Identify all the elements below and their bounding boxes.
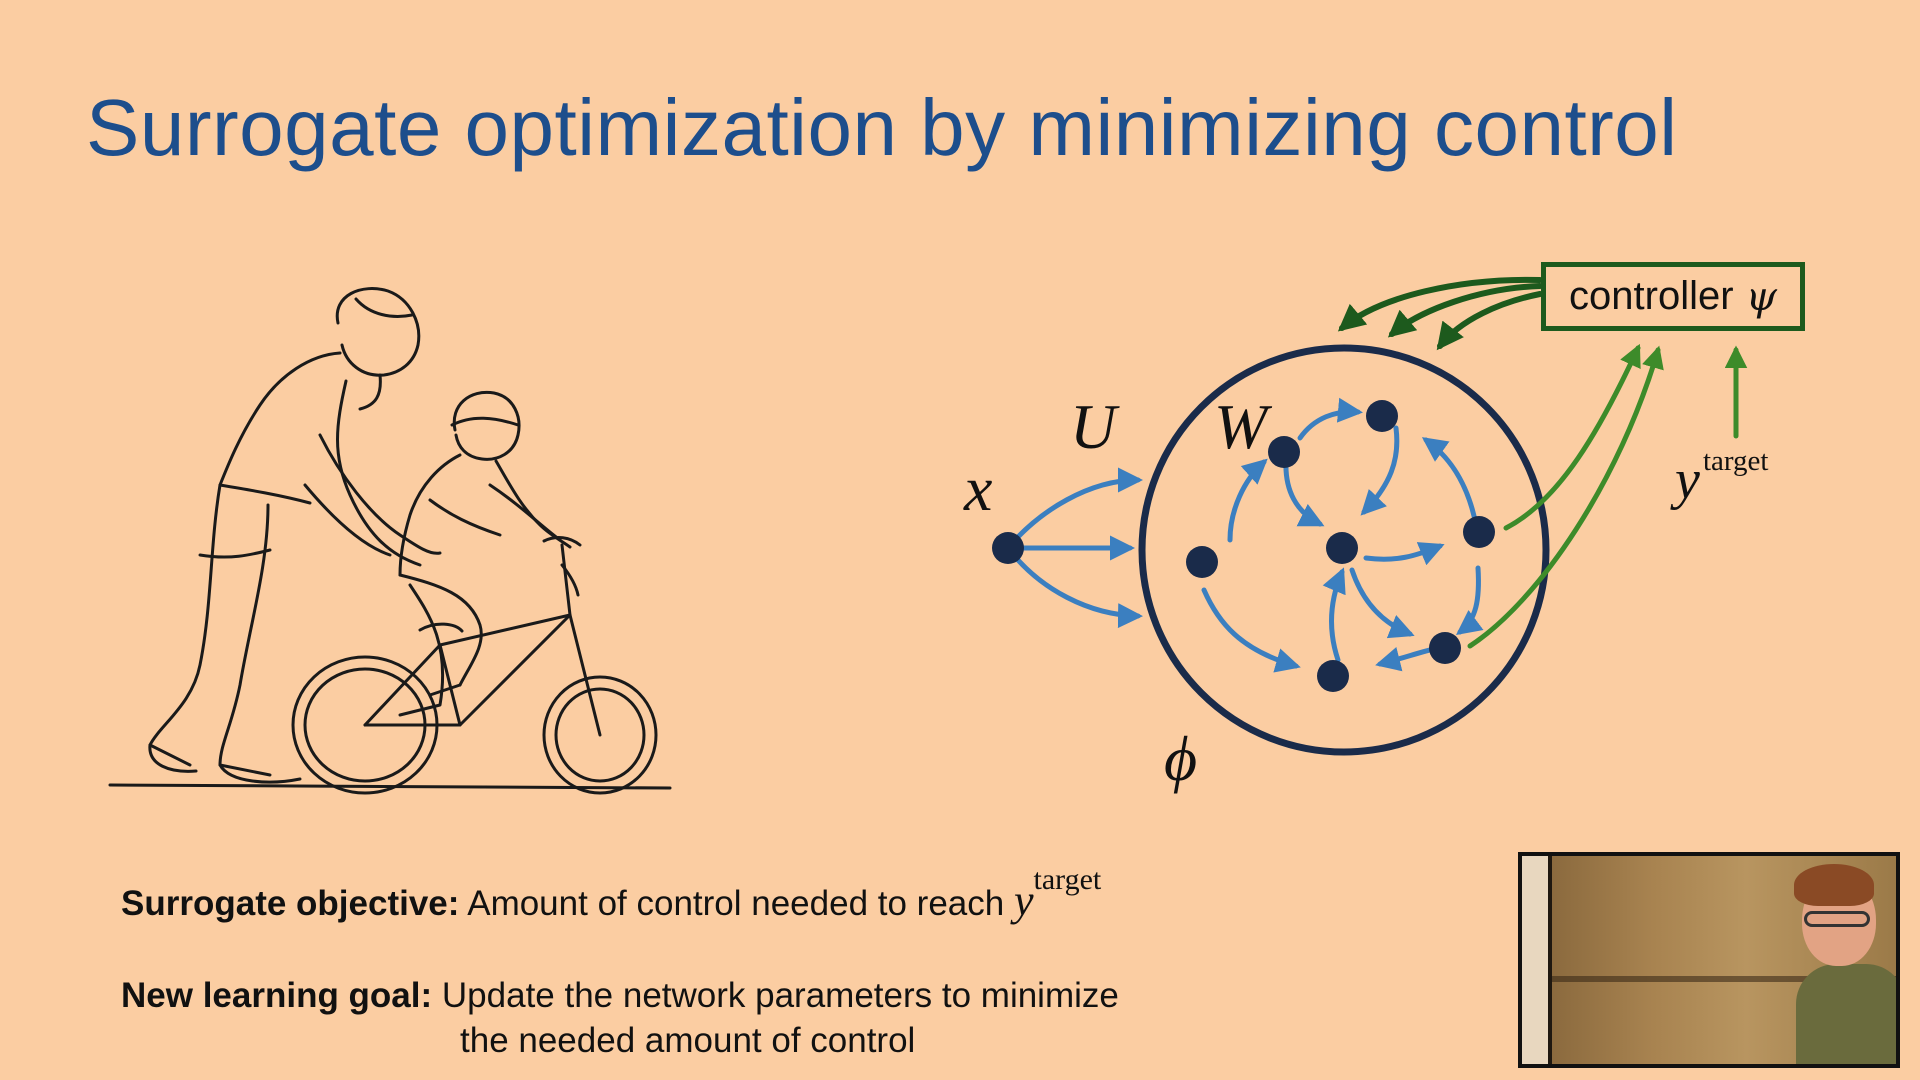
objective-label: Surrogate objective: bbox=[121, 884, 460, 923]
input-symbol: x bbox=[964, 453, 993, 524]
network-diagram bbox=[940, 250, 1900, 810]
speaker-video[interactable] bbox=[1518, 852, 1900, 1068]
network-symbol: ϕ bbox=[1164, 723, 1198, 794]
surrogate-objective bbox=[121, 863, 1102, 926]
slide-title: Surrogate optimization by minimizing control bbox=[86, 83, 1678, 172]
control-arrows bbox=[1342, 280, 1540, 346]
bike-teaching-illustration bbox=[100, 285, 690, 805]
controller-box bbox=[1541, 262, 1805, 331]
recurrent-weight-symbol: W bbox=[1214, 391, 1268, 462]
controller-label: controller bbox=[1569, 274, 1734, 318]
input-node bbox=[992, 532, 1024, 564]
objective-symbol: y bbox=[1013, 876, 1034, 925]
objective-superscript: target bbox=[1033, 863, 1102, 896]
input-arrows bbox=[1008, 480, 1138, 616]
goal-line2: the needed amount of control bbox=[460, 1021, 916, 1060]
objective-text: Amount of control needed to reach bbox=[467, 884, 1005, 923]
goal-label: New learning goal: bbox=[121, 976, 433, 1015]
input-weight-symbol: U bbox=[1070, 391, 1117, 462]
controller-symbol: ψ bbox=[1745, 273, 1777, 320]
goal-line1: Update the network parameters to minimize bbox=[441, 976, 1119, 1015]
target-superscript: target bbox=[1703, 445, 1769, 477]
target-symbol: y bbox=[1675, 449, 1700, 511]
learning-goal bbox=[121, 973, 1119, 1063]
